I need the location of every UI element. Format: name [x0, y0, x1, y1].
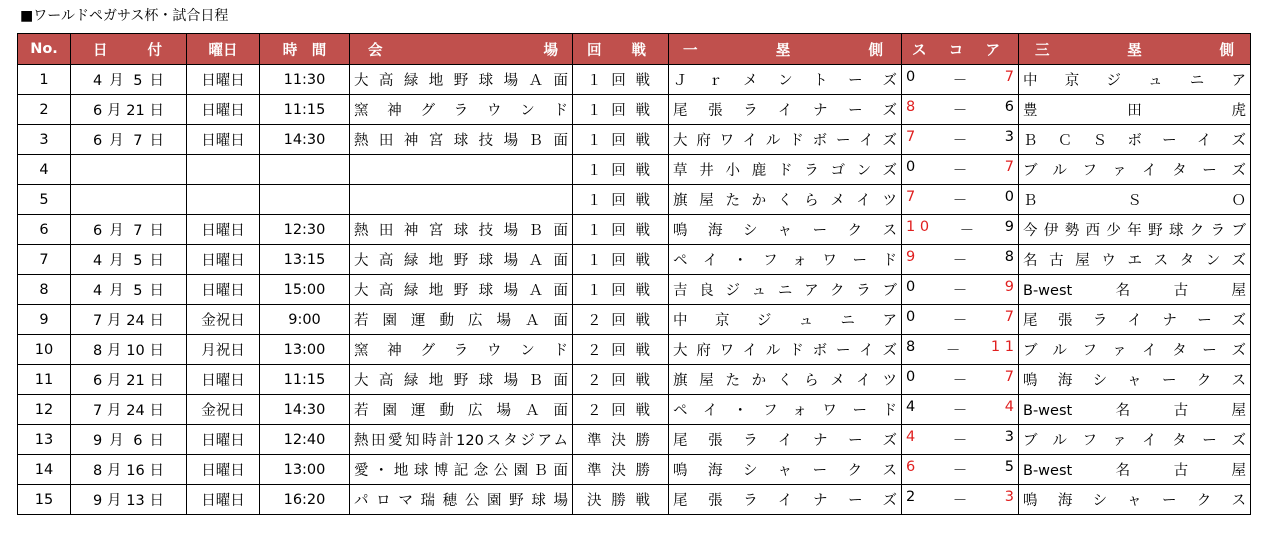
cell-no: 6	[18, 215, 71, 245]
cell-venue: 窯神グラウンド	[350, 335, 573, 365]
cell-third-base-team: B-west名古屋	[1019, 455, 1251, 485]
score-third-base: 9	[1004, 219, 1014, 235]
cell-no: 7	[18, 245, 71, 275]
cell-first-base-team: ペイ・フォワード	[669, 395, 902, 425]
cell-date	[71, 185, 187, 215]
cell-no: 14	[18, 455, 71, 485]
score-first-base: 0	[906, 279, 916, 295]
score-separator: －	[952, 253, 968, 269]
cell-score	[902, 275, 1019, 305]
cell-score	[902, 65, 1019, 95]
cell-round: １回戦	[573, 245, 669, 275]
score-separator: －	[945, 343, 961, 359]
score-third-base: 7	[1004, 159, 1014, 175]
cell-third-base-team: 中京ジュニア	[1019, 65, 1251, 95]
score-separator: －	[952, 163, 968, 179]
cell-score	[902, 95, 1019, 125]
cell-round: １回戦	[573, 95, 669, 125]
cell-day	[187, 155, 260, 185]
table-row	[18, 245, 1251, 275]
cell-first-base-team: 尾張ライナーズ	[669, 95, 902, 125]
cell-venue: 大高緑地野球場Ｂ面	[350, 365, 573, 395]
cell-venue	[350, 155, 573, 185]
cell-third-base-team: 名古屋ウエスタンズ	[1019, 245, 1251, 275]
score-first-base: 2	[906, 489, 916, 505]
cell-venue: 大高緑地野球場Ａ面	[350, 245, 573, 275]
cell-date: 6 月 7 日	[71, 215, 187, 245]
score-third-base: 3	[1004, 429, 1014, 445]
cell-no: 4	[18, 155, 71, 185]
cell-round: １回戦	[573, 155, 669, 185]
cell-score	[902, 125, 1019, 155]
score-separator: －	[952, 433, 968, 449]
cell-score	[902, 305, 1019, 335]
header-score: ス コ ア	[902, 34, 1019, 65]
cell-day: 日曜日	[187, 125, 260, 155]
header-row	[18, 34, 1251, 65]
cell-first-base-team: 旗屋たかくらメイツ	[669, 365, 902, 395]
header-third-base: 三 塁 側	[1019, 34, 1251, 65]
cell-first-base-team: Ｊｒメントーズ	[669, 65, 902, 95]
cell-time: 13:00	[260, 455, 350, 485]
score-separator: －	[952, 193, 968, 209]
header-no: No.	[18, 34, 71, 65]
table-row	[18, 365, 1251, 395]
cell-date: 4 月 5 日	[71, 65, 187, 95]
page-title: ■ワールドペガサス杯・試合日程	[20, 8, 229, 24]
score-first-base: 0	[906, 159, 916, 175]
header-first-base: 一 塁 側	[669, 34, 902, 65]
cell-round: 準決勝	[573, 455, 669, 485]
table-row	[18, 65, 1251, 95]
cell-day: 月祝日	[187, 335, 260, 365]
cell-time	[260, 155, 350, 185]
cell-time: 12:40	[260, 425, 350, 455]
score-first-base: 4	[906, 399, 916, 415]
cell-third-base-team: ブルファイターズ	[1019, 335, 1251, 365]
cell-no: 2	[18, 95, 71, 125]
schedule-table	[17, 33, 1251, 515]
cell-venue: 大高緑地野球場Ａ面	[350, 275, 573, 305]
cell-third-base-team: ＢＣＳボーイズ	[1019, 125, 1251, 155]
cell-round: １回戦	[573, 125, 669, 155]
cell-score	[902, 365, 1019, 395]
cell-first-base-team: 吉良ジュニアクラブ	[669, 275, 902, 305]
score-third-base: 6	[1004, 99, 1014, 115]
cell-first-base-team: 旗屋たかくらメイツ	[669, 185, 902, 215]
cell-first-base-team: 鳴海シャークス	[669, 215, 902, 245]
cell-time: 13:00	[260, 335, 350, 365]
cell-time: 9:00	[260, 305, 350, 335]
score-third-base: 8	[1004, 249, 1014, 265]
cell-first-base-team: 鳴海シャークス	[669, 455, 902, 485]
table-row	[18, 215, 1251, 245]
cell-third-base-team: B-west名古屋	[1019, 275, 1251, 305]
cell-venue: 窯神グラウンド	[350, 95, 573, 125]
cell-first-base-team: ペイ・フォワード	[669, 245, 902, 275]
cell-third-base-team: 鳴海シャークス	[1019, 485, 1251, 515]
cell-day: 日曜日	[187, 65, 260, 95]
score-separator: －	[952, 73, 968, 89]
cell-round: １回戦	[573, 275, 669, 305]
cell-first-base-team: 尾張ライナーズ	[669, 485, 902, 515]
cell-day: 日曜日	[187, 425, 260, 455]
cell-time: 11:15	[260, 365, 350, 395]
table-row	[18, 125, 1251, 155]
cell-venue: 熱田神宮球技場Ｂ面	[350, 125, 573, 155]
cell-no: 9	[18, 305, 71, 335]
cell-round: １回戦	[573, 65, 669, 95]
table-row	[18, 455, 1251, 485]
cell-first-base-team: 尾張ライナーズ	[669, 425, 902, 455]
score-first-base: 8	[906, 99, 916, 115]
cell-score	[902, 395, 1019, 425]
cell-no: 3	[18, 125, 71, 155]
score-first-base: 0	[906, 309, 916, 325]
cell-first-base-team: 大府ワイルドボーイズ	[669, 125, 902, 155]
score-third-base: 3	[1004, 129, 1014, 145]
cell-day: 日曜日	[187, 455, 260, 485]
cell-round: ２回戦	[573, 305, 669, 335]
cell-third-base-team: ブルファイターズ	[1019, 155, 1251, 185]
cell-no: 10	[18, 335, 71, 365]
cell-day: 金祝日	[187, 395, 260, 425]
cell-date: 9 月 13 日	[71, 485, 187, 515]
cell-third-base-team: ＢＳＯ	[1019, 185, 1251, 215]
cell-score	[902, 455, 1019, 485]
cell-date: 6 月 21 日	[71, 365, 187, 395]
score-third-base: 4	[1004, 399, 1014, 415]
cell-round: ２回戦	[573, 335, 669, 365]
table-row	[18, 95, 1251, 125]
score-first-base: 4	[906, 429, 916, 445]
cell-venue: 愛・地球博記念公園Ｂ面	[350, 455, 573, 485]
cell-date	[71, 155, 187, 185]
table-row	[18, 275, 1251, 305]
score-third-base: 9	[1004, 279, 1014, 295]
cell-round: １回戦	[573, 185, 669, 215]
cell-no: 12	[18, 395, 71, 425]
cell-third-base-team: ブルファイターズ	[1019, 425, 1251, 455]
score-first-base: 7	[906, 129, 916, 145]
header-venue: 会 場	[350, 34, 573, 65]
cell-date: 9 月 6 日	[71, 425, 187, 455]
cell-third-base-team: 鳴海シャークス	[1019, 365, 1251, 395]
score-first-base: 0	[906, 369, 916, 385]
table-row	[18, 185, 1251, 215]
score-separator: －	[952, 313, 968, 329]
cell-no: 8	[18, 275, 71, 305]
cell-time: 16:20	[260, 485, 350, 515]
cell-venue: 熱田愛知時計120スタジアム	[350, 425, 573, 455]
score-third-base: 0	[1004, 189, 1014, 205]
cell-date: 7 月 24 日	[71, 395, 187, 425]
header-time: 時 間	[260, 34, 350, 65]
cell-day: 日曜日	[187, 485, 260, 515]
cell-time: 13:15	[260, 245, 350, 275]
cell-date: 6 月 21 日	[71, 95, 187, 125]
cell-score	[902, 185, 1019, 215]
score-third-base: 7	[1004, 309, 1014, 325]
score-separator: －	[952, 403, 968, 419]
cell-venue: 若園運動広場Ａ面	[350, 395, 573, 425]
cell-no: 15	[18, 485, 71, 515]
header-day: 曜日	[187, 34, 260, 65]
score-third-base: 3	[1004, 489, 1014, 505]
score-separator: －	[952, 103, 968, 119]
header-date: 日 付	[71, 34, 187, 65]
table-row	[18, 155, 1251, 185]
cell-first-base-team: 草井小鹿ドラゴンズ	[669, 155, 902, 185]
cell-venue: 大高緑地野球場Ａ面	[350, 65, 573, 95]
cell-venue: パロマ瑞穂公園野球場	[350, 485, 573, 515]
cell-third-base-team: 尾張ライナーズ	[1019, 305, 1251, 335]
header-round: 回 戦	[573, 34, 669, 65]
cell-venue: 熱田神宮球技場Ｂ面	[350, 215, 573, 245]
score-first-base: 9	[906, 249, 916, 265]
cell-time: 11:15	[260, 95, 350, 125]
cell-score	[902, 335, 1019, 365]
cell-no: 5	[18, 185, 71, 215]
cell-time: 14:30	[260, 395, 350, 425]
cell-third-base-team: 今伊勢西少年野球クラブ	[1019, 215, 1251, 245]
cell-day: 日曜日	[187, 95, 260, 125]
cell-time: 14:30	[260, 125, 350, 155]
table-row	[18, 425, 1251, 455]
cell-day	[187, 185, 260, 215]
cell-time: 12:30	[260, 215, 350, 245]
cell-round: ２回戦	[573, 395, 669, 425]
score-separator: －	[959, 223, 975, 239]
score-first-base: 6	[906, 459, 916, 475]
cell-round: 準決勝	[573, 425, 669, 455]
cell-day: 日曜日	[187, 245, 260, 275]
table-row	[18, 395, 1251, 425]
score-first-base: 1 0	[906, 219, 930, 235]
cell-date: 4 月 5 日	[71, 275, 187, 305]
score-separator: －	[952, 373, 968, 389]
cell-day: 日曜日	[187, 365, 260, 395]
cell-time: 15:00	[260, 275, 350, 305]
table-row	[18, 485, 1251, 515]
cell-venue: 若園運動広場Ａ面	[350, 305, 573, 335]
cell-no: 13	[18, 425, 71, 455]
cell-score	[902, 215, 1019, 245]
cell-first-base-team: 中京ジュニア	[669, 305, 902, 335]
cell-time: 11:30	[260, 65, 350, 95]
score-first-base: 8	[906, 339, 916, 355]
cell-no: 11	[18, 365, 71, 395]
cell-third-base-team: 豊田虎	[1019, 95, 1251, 125]
cell-round: ２回戦	[573, 365, 669, 395]
cell-score	[902, 485, 1019, 515]
cell-third-base-team: B-west名古屋	[1019, 395, 1251, 425]
score-separator: －	[952, 133, 968, 149]
cell-day: 金祝日	[187, 305, 260, 335]
score-separator: －	[952, 463, 968, 479]
cell-score	[902, 155, 1019, 185]
score-third-base: 7	[1004, 369, 1014, 385]
table-row	[18, 305, 1251, 335]
score-third-base: 7	[1004, 69, 1014, 85]
score-first-base: 7	[906, 189, 916, 205]
cell-day: 日曜日	[187, 215, 260, 245]
cell-date: 8 月 10 日	[71, 335, 187, 365]
cell-date: 4 月 5 日	[71, 245, 187, 275]
cell-venue	[350, 185, 573, 215]
score-third-base: 5	[1004, 459, 1014, 475]
cell-time	[260, 185, 350, 215]
cell-no: 1	[18, 65, 71, 95]
score-separator: －	[952, 493, 968, 509]
cell-date: 8 月 16 日	[71, 455, 187, 485]
score-third-base: 1 1	[990, 339, 1014, 355]
cell-score	[902, 425, 1019, 455]
score-separator: －	[952, 283, 968, 299]
score-first-base: 0	[906, 69, 916, 85]
table-row	[18, 335, 1251, 365]
cell-round: １回戦	[573, 215, 669, 245]
cell-round: 決勝戦	[573, 485, 669, 515]
cell-date: 7 月 24 日	[71, 305, 187, 335]
cell-day: 日曜日	[187, 275, 260, 305]
cell-date: 6 月 7 日	[71, 125, 187, 155]
cell-score	[902, 245, 1019, 275]
cell-first-base-team: 大府ワイルドボーイズ	[669, 335, 902, 365]
